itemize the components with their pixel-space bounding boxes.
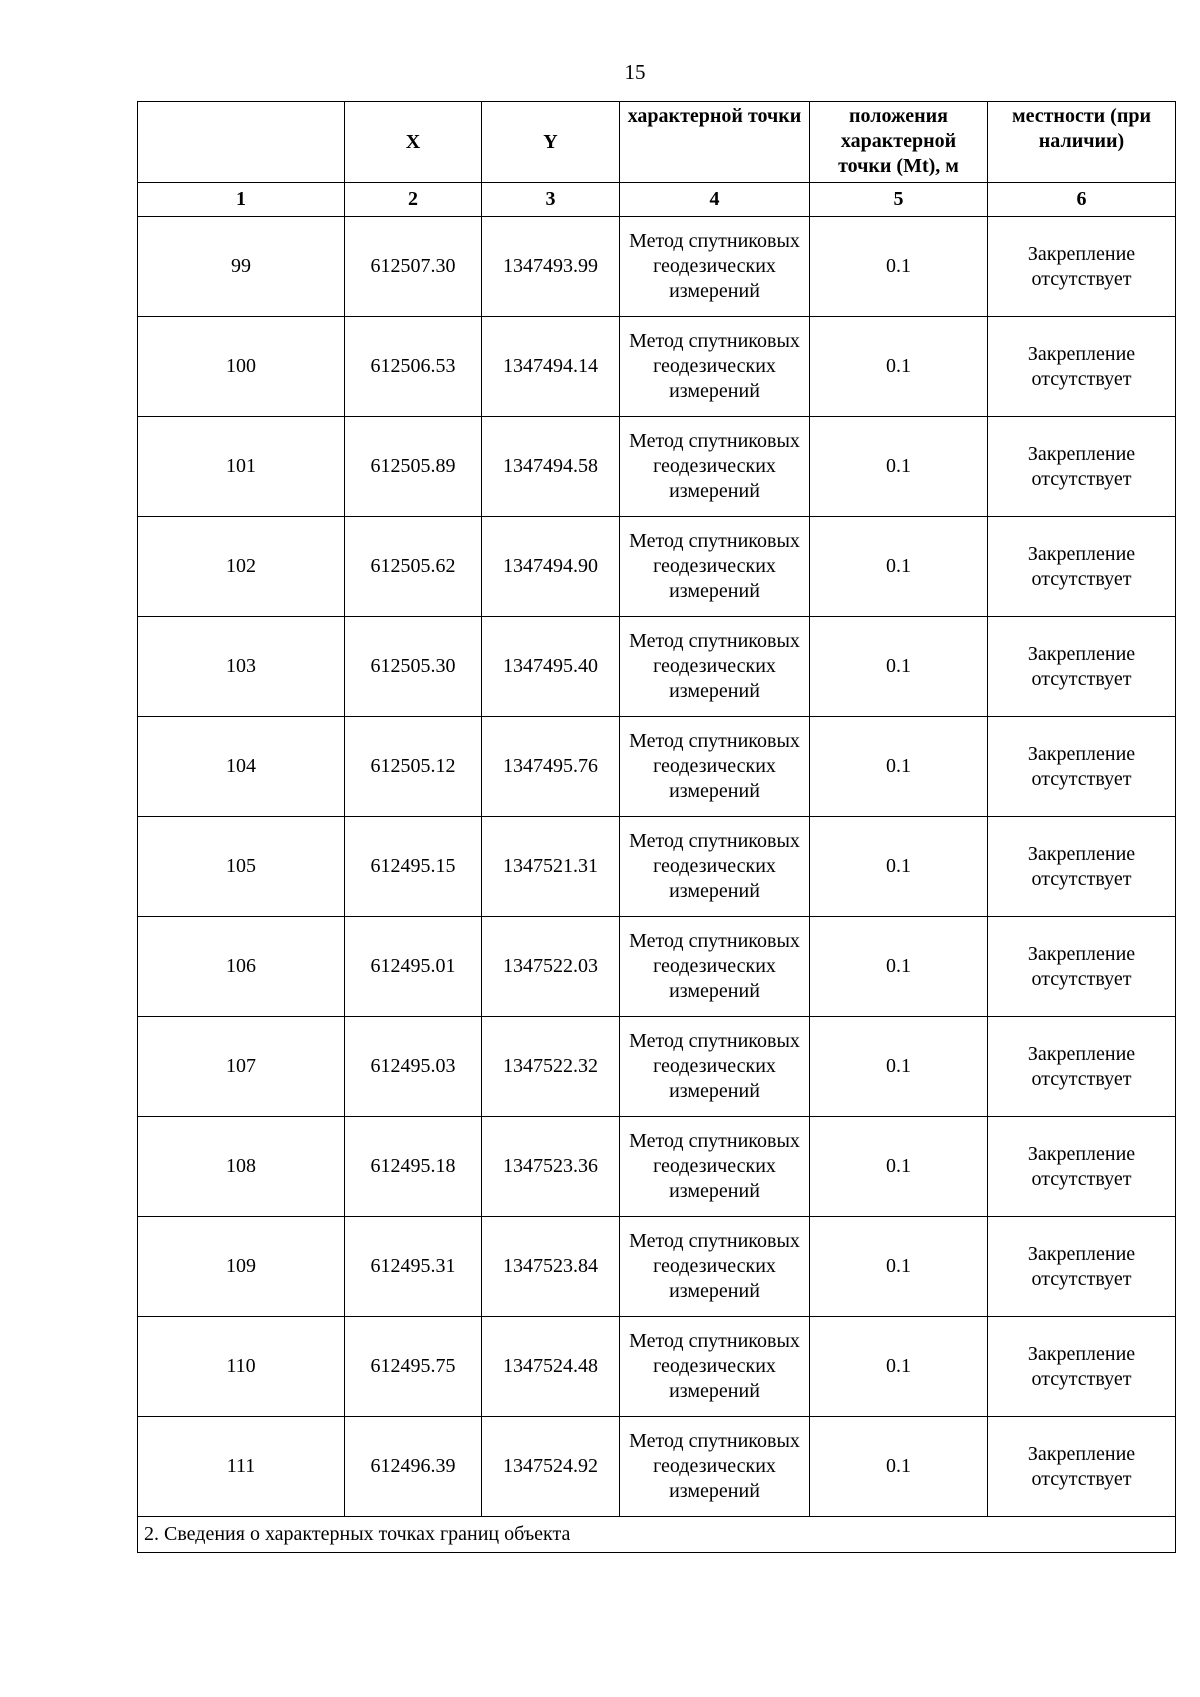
cell-method: Метод спутниковых геодезических измерений	[620, 1117, 810, 1217]
cell-fixing: Закрепление отсутствует	[988, 617, 1176, 717]
cell-accuracy: 0.1	[810, 817, 988, 917]
cell-accuracy: 0.1	[810, 217, 988, 317]
cell-fixing: Закрепление отсутствует	[988, 717, 1176, 817]
table-row	[138, 1117, 1176, 1217]
table-row	[138, 417, 1176, 517]
cell-x: 612495.18	[345, 1117, 482, 1217]
cell-accuracy: 0.1	[810, 417, 988, 517]
cell-y: 1347523.36	[482, 1117, 620, 1217]
cell-x: 612505.30	[345, 617, 482, 717]
cell-point-number: 102	[138, 517, 345, 617]
table-row	[138, 617, 1176, 717]
cell-y: 1347495.76	[482, 717, 620, 817]
table-footer-row	[138, 1517, 1176, 1553]
cell-point-number: 100	[138, 317, 345, 417]
column-number: 5	[810, 183, 988, 217]
cell-y: 1347521.31	[482, 817, 620, 917]
header-fixing: местности (при наличии)	[988, 102, 1176, 183]
header-method: характерной точки	[620, 102, 810, 183]
column-number: 4	[620, 183, 810, 217]
cell-x: 612495.03	[345, 1017, 482, 1117]
cell-point-number: 111	[138, 1417, 345, 1517]
cell-fixing: Закрепление отсутствует	[988, 417, 1176, 517]
cell-point-number: 108	[138, 1117, 345, 1217]
cell-y: 1347494.14	[482, 317, 620, 417]
table-row	[138, 1417, 1176, 1517]
cell-x: 612495.75	[345, 1317, 482, 1417]
table-row	[138, 217, 1176, 317]
cell-fixing: Закрепление отсутствует	[988, 1417, 1176, 1517]
cell-fixing: Закрепление отсутствует	[988, 1217, 1176, 1317]
header-point-number	[138, 102, 345, 183]
table-row	[138, 1317, 1176, 1417]
cell-fixing: Закрепление отсутствует	[988, 1117, 1176, 1217]
cell-accuracy: 0.1	[810, 517, 988, 617]
cell-method: Метод спутниковых геодезических измерений	[620, 517, 810, 617]
coordinates-table	[137, 101, 1176, 1553]
cell-y: 1347495.40	[482, 617, 620, 717]
cell-method: Метод спутниковых геодезических измерений	[620, 217, 810, 317]
cell-x: 612495.15	[345, 817, 482, 917]
cell-x: 612505.12	[345, 717, 482, 817]
column-number: 3	[482, 183, 620, 217]
table-header-row	[138, 102, 1176, 183]
cell-method: Метод спутниковых геодезических измерений	[620, 1317, 810, 1417]
cell-method: Метод спутниковых геодезических измерений	[620, 917, 810, 1017]
cell-x: 612496.39	[345, 1417, 482, 1517]
cell-x: 612495.01	[345, 917, 482, 1017]
table-row	[138, 1217, 1176, 1317]
table-row	[138, 717, 1176, 817]
column-number-row	[138, 183, 1176, 217]
cell-point-number: 103	[138, 617, 345, 717]
cell-y: 1347522.32	[482, 1017, 620, 1117]
cell-fixing: Закрепление отсутствует	[988, 517, 1176, 617]
cell-x: 612506.53	[345, 317, 482, 417]
table-row	[138, 517, 1176, 617]
cell-method: Метод спутниковых геодезических измерений	[620, 617, 810, 717]
cell-accuracy: 0.1	[810, 1317, 988, 1417]
cell-method: Метод спутниковых геодезических измерений	[620, 317, 810, 417]
cell-point-number: 110	[138, 1317, 345, 1417]
table-row	[138, 917, 1176, 1017]
cell-fixing: Закрепление отсутствует	[988, 917, 1176, 1017]
cell-point-number: 107	[138, 1017, 345, 1117]
table-row	[138, 317, 1176, 417]
column-number: 1	[138, 183, 345, 217]
cell-fixing: Закрепление отсутствует	[988, 217, 1176, 317]
cell-point-number: 104	[138, 717, 345, 817]
cell-accuracy: 0.1	[810, 1117, 988, 1217]
cell-point-number: 101	[138, 417, 345, 517]
cell-y: 1347524.92	[482, 1417, 620, 1517]
cell-x: 612505.89	[345, 417, 482, 517]
cell-x: 612507.30	[345, 217, 482, 317]
cell-point-number: 106	[138, 917, 345, 1017]
cell-accuracy: 0.1	[810, 1417, 988, 1517]
cell-y: 1347493.99	[482, 217, 620, 317]
cell-y: 1347524.48	[482, 1317, 620, 1417]
cell-method: Метод спутниковых геодезических измерений	[620, 717, 810, 817]
header-x: X	[345, 102, 482, 183]
cell-y: 1347523.84	[482, 1217, 620, 1317]
cell-method: Метод спутниковых геодезических измерений	[620, 1017, 810, 1117]
cell-method: Метод спутниковых геодезических измерений	[620, 1217, 810, 1317]
cell-y: 1347494.58	[482, 417, 620, 517]
cell-method: Метод спутниковых геодезических измерений	[620, 417, 810, 517]
cell-point-number: 105	[138, 817, 345, 917]
cell-accuracy: 0.1	[810, 617, 988, 717]
cell-point-number: 109	[138, 1217, 345, 1317]
cell-fixing: Закрепление отсутствует	[988, 817, 1176, 917]
page-number: 15	[624, 60, 646, 84]
table-row	[138, 1017, 1176, 1117]
cell-accuracy: 0.1	[810, 1017, 988, 1117]
cell-accuracy: 0.1	[810, 317, 988, 417]
cell-fixing: Закрепление отсутствует	[988, 1317, 1176, 1417]
cell-accuracy: 0.1	[810, 917, 988, 1017]
header-accuracy: положения характерной точки (Mt), м	[810, 102, 988, 183]
cell-y: 1347522.03	[482, 917, 620, 1017]
cell-fixing: Закрепление отсутствует	[988, 317, 1176, 417]
cell-y: 1347494.90	[482, 517, 620, 617]
cell-x: 612505.62	[345, 517, 482, 617]
column-number: 6	[988, 183, 1176, 217]
header-y: Y	[482, 102, 620, 183]
table-row	[138, 817, 1176, 917]
cell-method: Метод спутниковых геодезических измерений	[620, 817, 810, 917]
table-body	[138, 217, 1176, 1517]
column-number: 2	[345, 183, 482, 217]
cell-fixing: Закрепление отсутствует	[988, 1017, 1176, 1117]
cell-x: 612495.31	[345, 1217, 482, 1317]
cell-method: Метод спутниковых геодезических измерений	[620, 1417, 810, 1517]
cell-accuracy: 0.1	[810, 717, 988, 817]
section-caption: 2. Сведения о характерных точках границ объекта	[138, 1517, 1176, 1553]
cell-accuracy: 0.1	[810, 1217, 988, 1317]
cell-point-number: 99	[138, 217, 345, 317]
